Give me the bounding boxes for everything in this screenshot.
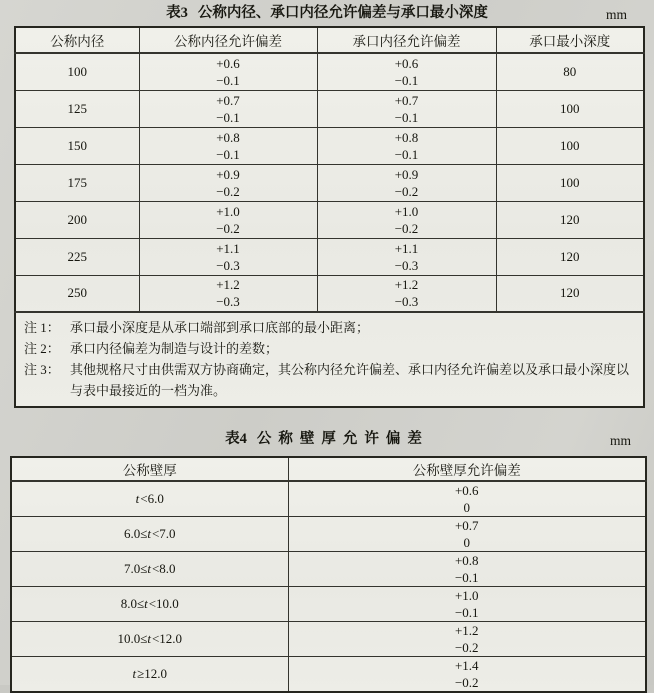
table3-title: 公称内径、承口内径允许偏差与承口最小深度 [197, 5, 488, 21]
tolerance-plus: +0.8 [216, 129, 240, 145]
thickness-range-cell [11, 481, 288, 517]
note-2 [24, 338, 633, 359]
range-suffix: <12.0 [151, 631, 183, 646]
id-tolerance-cell [139, 90, 317, 127]
socket-depth-cell: 120 [496, 275, 644, 312]
table4-header-row [11, 457, 646, 481]
table3-number: 表3 [166, 5, 188, 21]
tolerance-plus: +1.2 [454, 623, 479, 638]
header-socket-id-tolerance: 承口内径允许偏差 [317, 27, 496, 53]
socket-tolerance-cell [317, 201, 496, 238]
note-1 [24, 317, 633, 338]
nominal-id-cell: 175 [15, 164, 139, 201]
table4-row [11, 552, 646, 587]
range-prefix: 10.0≤ [117, 631, 148, 646]
table3-row [15, 127, 644, 164]
note-text: 其他规格尺寸由供需双方协商确定，其公称内径允许偏差、承口内径允许偏差以及承口最小深度以与表中最接近的一档为准。 [70, 362, 630, 398]
tolerance-minus: −0.1 [394, 146, 419, 162]
table3-row [15, 53, 644, 90]
range-prefix: 6.0≤ [123, 526, 148, 541]
id-tolerance-cell [139, 201, 317, 238]
socket-tolerance-cell [317, 90, 496, 127]
id-tolerance-cell [139, 164, 317, 201]
tolerance-minus: −0.3 [394, 294, 419, 310]
tolerance-minus: −0.1 [216, 72, 240, 88]
table4-row [11, 481, 646, 517]
table4-row [11, 657, 646, 693]
thickness-variable: t [147, 526, 151, 541]
tolerance-minus: 0 [463, 500, 470, 515]
thickness-tolerance-cell [288, 657, 646, 693]
range-suffix: <10.0 [148, 596, 179, 611]
tolerance-minus: −0.3 [216, 294, 240, 310]
table3-row [15, 275, 644, 312]
table3-notes-row [15, 312, 644, 407]
tolerance-plus: +0.9 [394, 166, 419, 182]
tolerance-minus: −0.2 [454, 675, 479, 690]
id-tolerance-cell [139, 238, 317, 275]
tolerance-plus: +0.7 [454, 518, 479, 533]
thickness-tolerance-cell [288, 552, 646, 587]
tolerance-minus: −0.1 [394, 72, 419, 88]
socket-depth-cell: 100 [496, 164, 644, 201]
note-label: 注 2： [24, 341, 60, 356]
table3-unit-label: mm [605, 7, 627, 22]
table4 [10, 456, 647, 693]
tolerance-minus: −0.2 [216, 183, 240, 199]
tolerance-plus: +1.1 [394, 240, 419, 256]
note-text: 承口内径偏差为制造与设计的差数； [70, 341, 279, 356]
note-label: 注 3： [24, 362, 60, 377]
thickness-tolerance-cell [288, 622, 646, 657]
range-prefix: 8.0≤ [120, 596, 145, 611]
range-suffix: ≥12.0 [137, 666, 167, 681]
nominal-id-cell: 225 [15, 238, 139, 275]
tolerance-minus: −0.2 [216, 220, 240, 236]
range-suffix: <6.0 [140, 491, 164, 506]
range-suffix: <8.0 [151, 561, 176, 576]
tolerance-plus: +1.1 [216, 240, 240, 256]
socket-depth-cell: 100 [496, 90, 644, 127]
socket-depth-cell: 100 [496, 127, 644, 164]
tolerance-plus: +1.2 [216, 277, 240, 293]
thickness-range-cell [11, 517, 288, 552]
header-nominal-thickness: 公称壁厚 [11, 457, 288, 481]
socket-depth-cell: 120 [496, 238, 644, 275]
table4-row [11, 622, 646, 657]
table4-unit-label: mm [609, 433, 631, 448]
thickness-range-cell [11, 552, 288, 587]
socket-tolerance-cell [317, 164, 496, 201]
socket-depth-cell: 120 [496, 201, 644, 238]
tolerance-plus: +1.0 [454, 588, 479, 603]
note-3 [24, 359, 633, 401]
socket-tolerance-cell [317, 238, 496, 275]
tolerance-plus: +0.6 [216, 55, 240, 71]
socket-depth-cell: 80 [496, 53, 644, 90]
table3-notes [15, 312, 644, 407]
id-tolerance-cell [139, 275, 317, 312]
nominal-id-cell: 100 [15, 53, 139, 90]
tolerance-plus: +1.0 [216, 203, 240, 219]
tolerance-minus: −0.2 [394, 183, 419, 199]
tolerance-plus: +0.6 [454, 483, 479, 498]
tolerance-plus: +0.6 [394, 55, 419, 71]
tolerance-plus: +0.8 [394, 129, 419, 145]
tolerance-plus: +0.7 [216, 92, 240, 108]
thickness-range-cell [11, 622, 288, 657]
table4-caption-row [0, 430, 654, 452]
tolerance-minus: −0.1 [454, 570, 479, 585]
table4-title: 公称壁厚允许偏差 [256, 431, 429, 447]
id-tolerance-cell [139, 53, 317, 90]
table3-header-row [15, 27, 644, 53]
table4-row [11, 587, 646, 622]
socket-tolerance-cell [317, 127, 496, 164]
socket-tolerance-cell [317, 53, 496, 90]
thickness-range-cell [11, 657, 288, 693]
range-prefix: 7.0≤ [123, 561, 148, 576]
tolerance-minus: −0.2 [454, 640, 479, 655]
tolerance-minus: −0.2 [394, 220, 419, 236]
thickness-range-cell [11, 587, 288, 622]
header-socket-min-depth: 承口最小深度 [496, 27, 644, 53]
thickness-tolerance-cell [288, 481, 646, 517]
table3 [14, 26, 645, 408]
tolerance-minus: −0.3 [216, 257, 240, 273]
thickness-variable: t [144, 596, 148, 611]
thickness-variable: t [135, 491, 140, 506]
range-suffix: <7.0 [151, 526, 176, 541]
thickness-tolerance-cell [288, 517, 646, 552]
tolerance-plus: +0.8 [454, 553, 479, 568]
note-label: 注 1： [24, 320, 60, 335]
id-tolerance-cell [139, 127, 317, 164]
thickness-variable: t [147, 631, 151, 646]
header-nominal-id: 公称内径 [15, 27, 139, 53]
table3-row [15, 238, 644, 275]
tolerance-minus: −0.1 [216, 146, 240, 162]
tolerance-minus: −0.1 [216, 109, 240, 125]
table3-row [15, 164, 644, 201]
nominal-id-cell: 250 [15, 275, 139, 312]
tolerance-plus: +1.4 [454, 658, 479, 673]
socket-tolerance-cell [317, 275, 496, 312]
thickness-variable: t [132, 666, 137, 681]
tolerance-minus: −0.3 [394, 257, 419, 273]
tolerance-plus: +1.2 [394, 277, 419, 293]
header-thickness-tolerance: 公称壁厚允许偏差 [288, 457, 646, 481]
nominal-id-cell: 200 [15, 201, 139, 238]
tolerance-minus: 0 [463, 535, 470, 550]
tolerance-minus: −0.1 [454, 605, 479, 620]
tolerance-plus: +1.0 [394, 203, 419, 219]
table4-row [11, 517, 646, 552]
thickness-variable: t [147, 561, 151, 576]
table3-row [15, 90, 644, 127]
tolerance-minus: −0.1 [394, 109, 419, 125]
table3-caption-row [0, 4, 654, 25]
nominal-id-cell: 150 [15, 127, 139, 164]
tolerance-plus: +0.7 [394, 92, 419, 108]
table3-row [15, 201, 644, 238]
thickness-tolerance-cell [288, 587, 646, 622]
header-id-tolerance: 公称内径允许偏差 [139, 27, 317, 53]
note-text: 承口最小深度是从承口端部到承口底部的最小距离； [70, 320, 370, 335]
table4-number: 表4 [225, 431, 247, 447]
nominal-id-cell: 125 [15, 90, 139, 127]
tolerance-plus: +0.9 [216, 166, 240, 182]
